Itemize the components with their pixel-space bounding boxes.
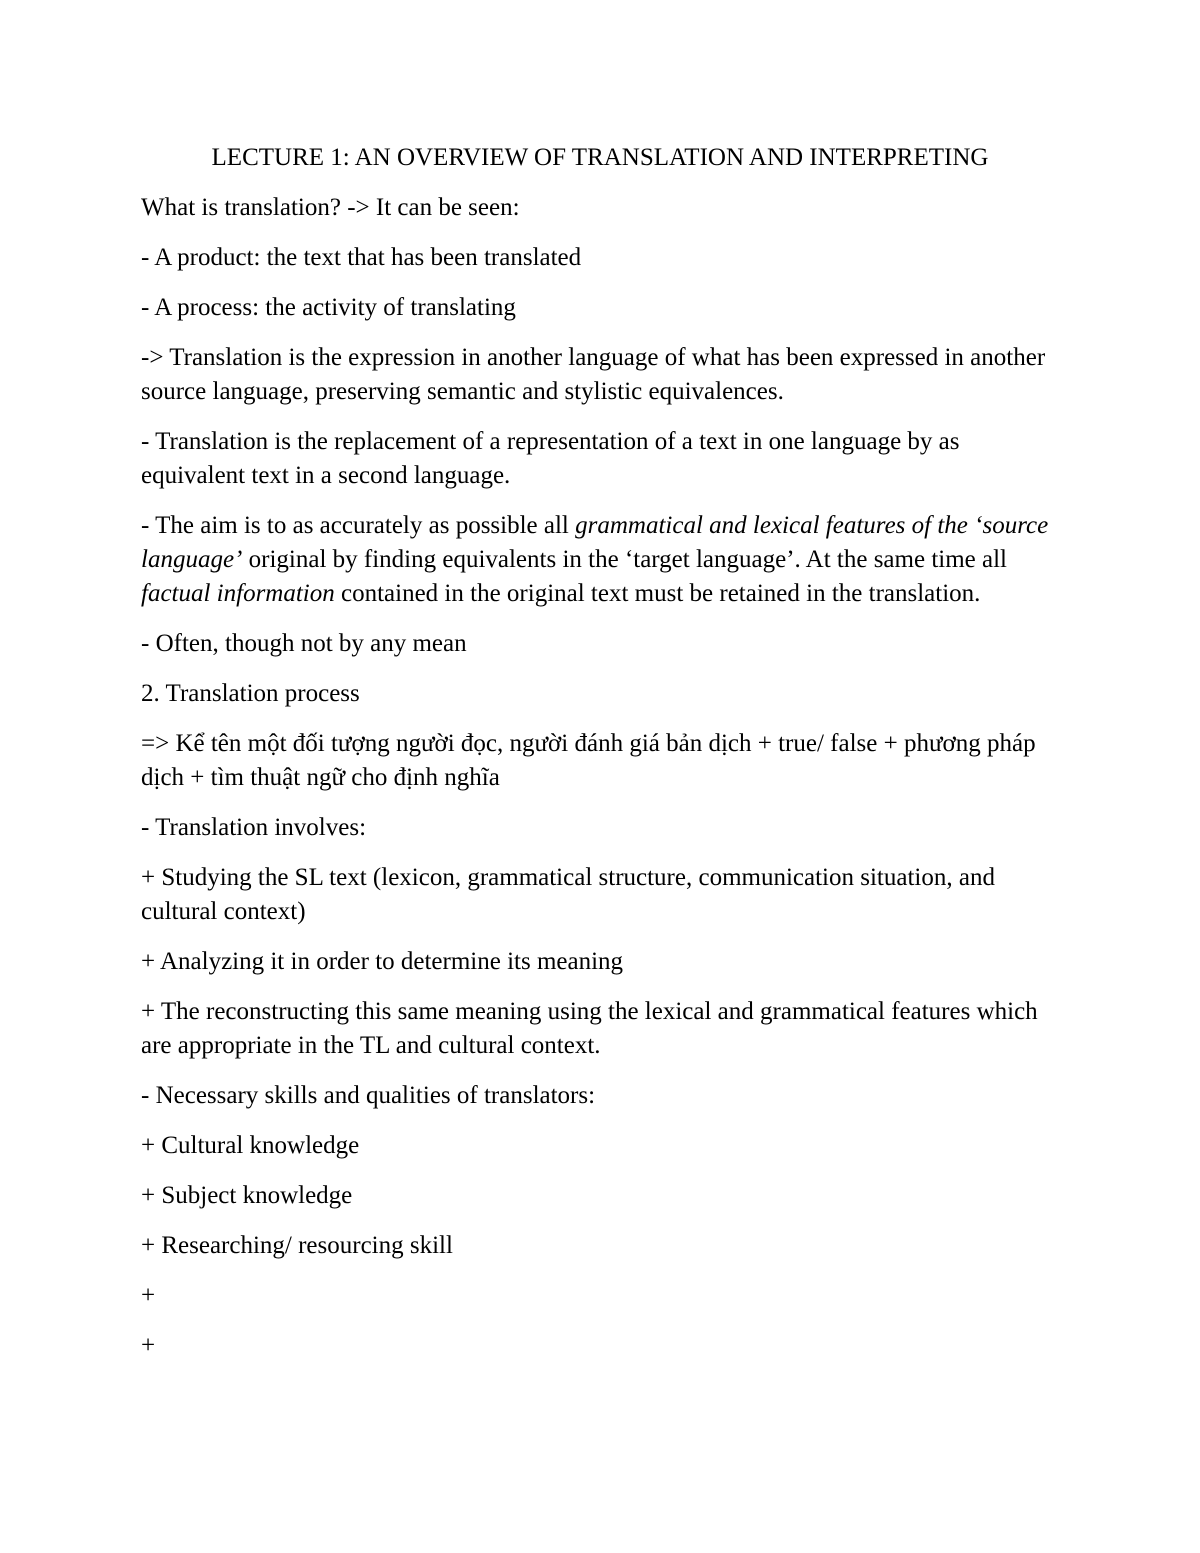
paragraph-what-is-translation: What is translation? -> It can be seen: [141, 194, 520, 221]
aim-italic-factual: factual information [141, 580, 335, 607]
document-body [141, 141, 1059, 1379]
list-item-researching-skill: + Researching/ resourcing skill [141, 1232, 453, 1259]
paragraph-aim [141, 509, 1059, 611]
aim-text-2: original by finding equivalents in the ‘target language’. At the same time all [242, 546, 1007, 573]
paragraph-skills-heading: - Necessary skills and qualities of translators: [141, 1082, 596, 1109]
paragraph-product: - A product: the text that has been translated [141, 244, 582, 271]
paragraph-expression-definition: -> Translation is the expression in another language of what has been expressed in another source language, preserving semantic and stylistic equivalences. [141, 344, 1046, 405]
paragraph-often: - Often, though not by any mean [141, 630, 467, 657]
list-item-reconstructing: + The reconstructing this same meaning using the lexical and grammatical features which are appropriate in the TL and cultural context. [141, 998, 1038, 1059]
paragraph-vietnamese-note: => Kể tên một đối tượng người đọc, người đánh giá bản dịch + true/ false + phương pháp dịch + tìm thuật ngữ cho định nghĩa [141, 730, 1036, 791]
list-item-empty-1: + [141, 1282, 156, 1309]
document-title: LECTURE 1: AN OVERVIEW OF TRANSLATION AND INTERPRETING [211, 144, 989, 171]
aim-text-3: contained in the original text must be retained in the translation. [334, 580, 981, 607]
paragraph-translation-involves: - Translation involves: [141, 814, 367, 841]
list-item-cultural-knowledge: + Cultural knowledge [141, 1132, 360, 1159]
aim-text-1: - The aim is to as accurately as possible all [141, 512, 576, 539]
list-item-subject-knowledge: + Subject knowledge [141, 1182, 353, 1209]
paragraph-process: - A process: the activity of translating [141, 294, 516, 321]
section-heading-translation-process: 2. Translation process [141, 680, 360, 707]
paragraph-replacement-definition: - Translation is the replacement of a representation of a text in one language by as equivalent text in a second language. [141, 428, 960, 489]
list-item-empty-2: + [141, 1332, 156, 1359]
aim-italic-features: grammatical and lexical features of the ‘source language’ [141, 512, 1049, 573]
list-item-studying: + Studying the SL text (lexicon, grammatical structure, communication situation, and cultural context) [141, 864, 995, 925]
list-item-analyzing: + Analyzing it in order to determine its meaning [141, 948, 624, 975]
